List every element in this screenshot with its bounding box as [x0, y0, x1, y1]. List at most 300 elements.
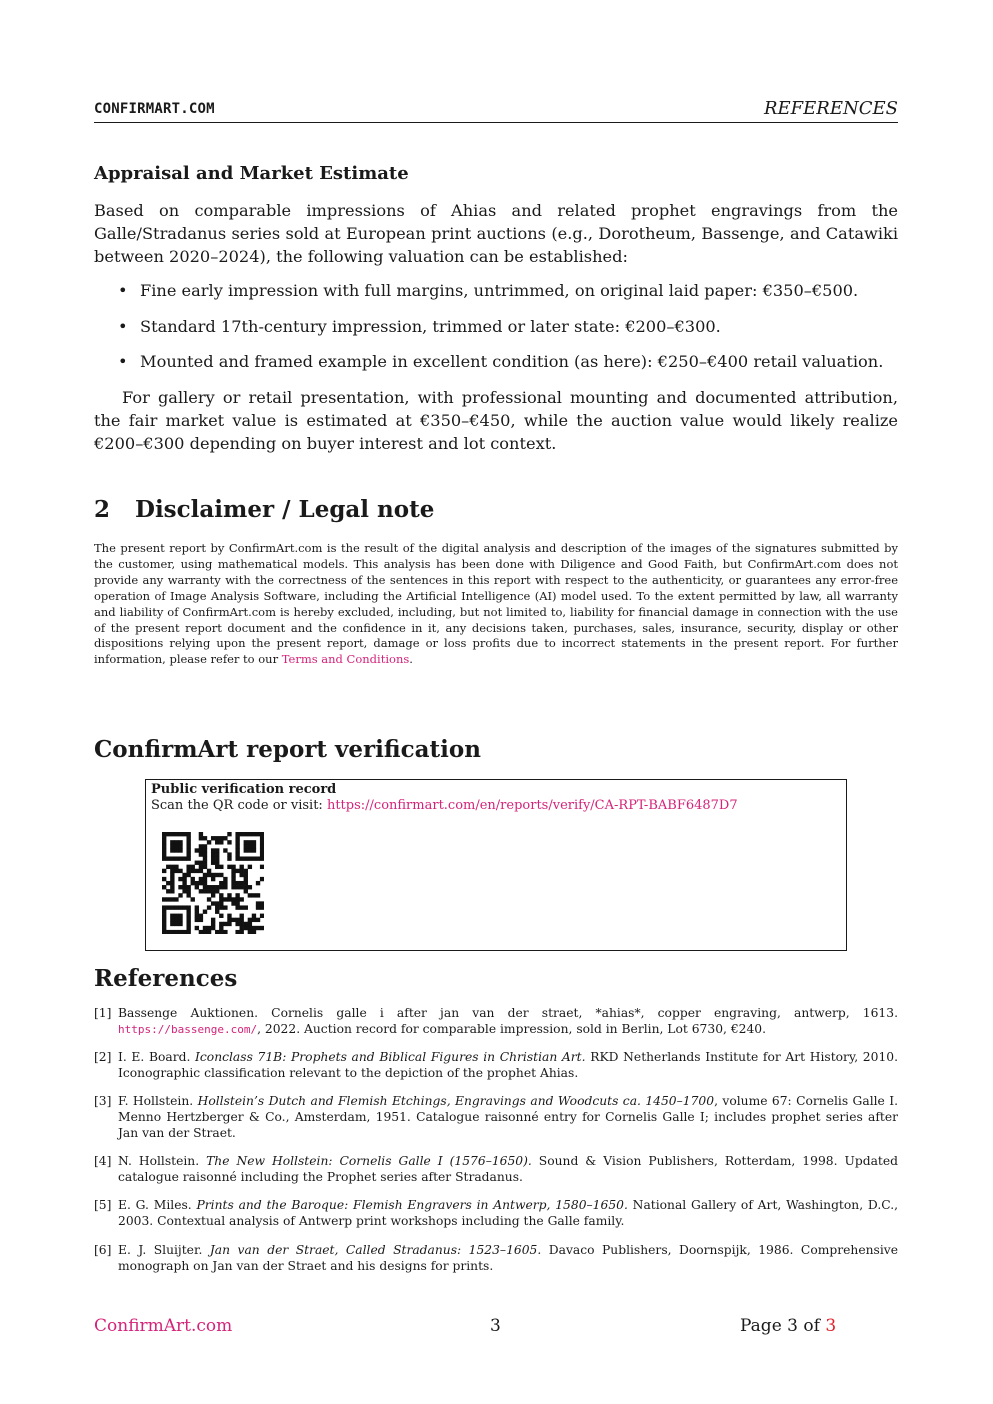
qr-module: [186, 922, 190, 926]
qr-module: [231, 869, 235, 873]
qr-module: [182, 873, 186, 877]
qr-module: [203, 836, 207, 840]
qr-module: [162, 930, 166, 934]
disclaimer-title: Disclaimer / Legal note: [135, 496, 435, 523]
qr-module: [211, 901, 215, 905]
qr-module: [244, 889, 248, 893]
qr-module: [219, 840, 223, 844]
qr-module: [199, 869, 203, 873]
qr-module: [199, 844, 203, 848]
qr-module: [203, 885, 207, 889]
reference-text: E. J. Sluijter.: [118, 1243, 210, 1257]
qr-module: [170, 865, 174, 869]
qr-module: [223, 922, 227, 926]
qr-module: [162, 922, 166, 926]
qr-module: [223, 877, 227, 881]
qr-module: [207, 873, 211, 877]
qr-module: [215, 848, 219, 852]
qr-module: [207, 885, 211, 889]
qr-module: [182, 881, 186, 885]
qr-module: [235, 905, 239, 909]
qr-module: [235, 856, 239, 860]
qr-module: [186, 926, 190, 930]
qr-module: [178, 877, 182, 881]
qr-module: [248, 893, 252, 897]
qr-module: [231, 877, 235, 881]
qr-module: [256, 832, 260, 836]
qr-module: [223, 905, 227, 909]
qr-module: [240, 930, 244, 934]
qr-module: [182, 832, 186, 836]
qr-module: [219, 901, 223, 905]
qr-module: [178, 922, 182, 926]
qr-module: [186, 889, 190, 893]
qr-module: [207, 905, 211, 909]
qr-module: [195, 861, 199, 865]
qr-module: [215, 865, 219, 869]
qr-module: [203, 910, 207, 914]
reference-item: [94, 1093, 898, 1141]
qr-module: [252, 918, 256, 922]
qr-module: [215, 905, 219, 909]
reference-number: [5]: [94, 1198, 112, 1212]
reference-text: F. Hollstein.: [118, 1094, 198, 1108]
reference-title: Jan van der Straet, Called Stradanus: 1523–1605.: [209, 1243, 542, 1257]
qr-module: [256, 901, 260, 905]
qr-module: [162, 905, 166, 909]
qr-module: [166, 897, 170, 901]
qr-module: [174, 856, 178, 860]
qr-module: [240, 869, 244, 873]
qr-module: [195, 926, 199, 930]
qr-module: [235, 930, 239, 934]
qr-module: [211, 852, 215, 856]
qr-module: [260, 877, 264, 881]
verification-link[interactable]: https://confirmart.com/en/reports/verify/CA-RPT-BABF6487D7: [326, 798, 738, 813]
qr-module: [195, 885, 199, 889]
page-label: Page 3 of: [740, 1316, 826, 1336]
qr-module: [174, 905, 178, 909]
footer-page-of: [740, 1316, 836, 1336]
qr-module: [162, 848, 166, 852]
qr-module: [203, 852, 207, 856]
reference-item: [94, 1242, 898, 1274]
qr-module: [162, 926, 166, 930]
qr-module: [248, 832, 252, 836]
qr-module: [211, 873, 215, 877]
footer-page-number: 3: [490, 1316, 501, 1336]
qr-module: [162, 897, 166, 901]
qr-module: [174, 930, 178, 934]
qr-module: [215, 836, 219, 840]
reference-item: [94, 1005, 898, 1038]
reference-number: [2]: [94, 1050, 112, 1064]
qr-module: [235, 918, 239, 922]
qr-module: [186, 910, 190, 914]
reference-text: Davaco Publishers, Doornspijk, 1986. Comprehensive monograph on Jan van der Straet and his designs for prints.: [118, 1243, 898, 1273]
qr-module: [211, 889, 215, 893]
qr-module: [240, 897, 244, 901]
qr-module: [248, 930, 252, 934]
qr-module: [248, 840, 252, 844]
appraisal-heading: Appraisal and Market Estimate: [94, 163, 409, 184]
qr-module: [252, 840, 256, 844]
qr-module: [244, 922, 248, 926]
qr-module: [244, 877, 248, 881]
qr-module: [215, 901, 219, 905]
qr-module: [231, 901, 235, 905]
qr-code-icon[interactable]: [162, 832, 264, 934]
qr-module: [182, 930, 186, 934]
reference-title: Hollstein’s Dutch and Flemish Etchings, Engravings and Woodcuts ca. 1450–1700: [197, 1094, 715, 1108]
qr-module: [240, 873, 244, 877]
qr-module: [248, 926, 252, 930]
qr-module: [227, 914, 231, 918]
qr-module: [178, 905, 182, 909]
qr-module: [235, 869, 239, 873]
qr-module: [191, 865, 195, 869]
qr-module: [170, 897, 174, 901]
qr-module: [219, 930, 223, 934]
qr-module: [260, 848, 264, 852]
qr-module: [260, 914, 264, 918]
qr-module: [256, 856, 260, 860]
qr-module: [178, 856, 182, 860]
qr-module: [182, 905, 186, 909]
qr-module: [174, 922, 178, 926]
qr-module: [170, 922, 174, 926]
qr-module: [252, 914, 256, 918]
qr-module: [223, 848, 227, 852]
qr-module: [186, 918, 190, 922]
qr-module: [223, 897, 227, 901]
qr-module: [240, 926, 244, 930]
qr-module: [207, 869, 211, 873]
qr-module: [170, 856, 174, 860]
qr-module: [248, 856, 252, 860]
qr-module: [186, 844, 190, 848]
verification-heading: ConfirmArt report verification: [94, 736, 481, 763]
qr-module: [240, 922, 244, 926]
qr-module: [207, 897, 211, 901]
qr-module: [231, 873, 235, 877]
qr-module: [166, 905, 170, 909]
qr-module: [227, 922, 231, 926]
qr-module: [211, 848, 215, 852]
qr-module: [227, 865, 231, 869]
qr-module: [219, 893, 223, 897]
qr-module: [203, 861, 207, 865]
qr-module: [260, 865, 264, 869]
qr-module: [211, 885, 215, 889]
qr-module: [235, 848, 239, 852]
disclaimer-body: The present report by ConfirmArt.com is the result of the digital analysis and description of the images of the signatures submitted by the customer, using mathematical models. This analysis has been done with Diligence and Good Faith, but ConfirmArt.com does not provide any warranty with the correctness of the sentences in this report with respect to the authenticity, or guarantees any error-free operation of Image Analysis Software, including the Artificial Intelligence (AI) model used. To the extent permitted by law, all warranty and liability of ConfirmArt.com is hereby excluded, including, but not limited to, liability for financial damage in connection with the use of the present report document and the confidence in it, any decisions taken, purchases, sales, insurance, security, display or other dispositions relying upon the present report, damage or loss profits due to incorrect statements in the present report. For further information, please refer to our: [94, 541, 898, 667]
qr-module: [170, 848, 174, 852]
qr-module: [211, 893, 215, 897]
qr-module: [252, 832, 256, 836]
terms-link[interactable]: Terms and Conditions: [281, 652, 410, 667]
qr-module: [178, 914, 182, 918]
qr-module: [178, 885, 182, 889]
reference-item: [94, 1049, 898, 1081]
qr-module: [199, 918, 203, 922]
qr-module: [199, 914, 203, 918]
qr-module: [166, 930, 170, 934]
qr-module: [170, 914, 174, 918]
qr-module: [235, 901, 239, 905]
qr-module: [244, 844, 248, 848]
qr-module: [178, 869, 182, 873]
qr-module: [256, 918, 260, 922]
qr-module: [260, 905, 264, 909]
qr-module: [174, 832, 178, 836]
qr-module: [260, 844, 264, 848]
qr-module: [174, 914, 178, 918]
qr-module: [191, 881, 195, 885]
qr-module: [240, 905, 244, 909]
qr-module: [166, 881, 170, 885]
qr-module: [219, 926, 223, 930]
qr-module: [162, 877, 166, 881]
qr-module: [211, 926, 215, 930]
qr-module: [223, 930, 227, 934]
qr-module: [174, 844, 178, 848]
qr-module: [162, 840, 166, 844]
qr-module: [231, 881, 235, 885]
page-total: 3: [825, 1316, 837, 1336]
qr-module: [235, 840, 239, 844]
qr-module: [170, 877, 174, 881]
qr-module: [244, 832, 248, 836]
qr-module: [240, 832, 244, 836]
qr-module: [223, 836, 227, 840]
qr-module: [260, 832, 264, 836]
qr-module: [170, 881, 174, 885]
reference-text: I. E. Board.: [118, 1050, 196, 1064]
qr-module: [178, 918, 182, 922]
qr-module: [186, 840, 190, 844]
qr-module: [215, 852, 219, 856]
qr-module: [170, 885, 174, 889]
qr-module: [182, 856, 186, 860]
references-heading: References: [94, 965, 238, 992]
qr-module: [211, 918, 215, 922]
qr-module: [248, 844, 252, 848]
qr-module: [235, 897, 239, 901]
qr-module: [203, 865, 207, 869]
qr-module: [170, 873, 174, 877]
qr-module: [235, 844, 239, 848]
qr-module: [166, 889, 170, 893]
qr-module: [182, 885, 186, 889]
qr-module: [223, 881, 227, 885]
qr-module: [235, 836, 239, 840]
qr-module: [240, 865, 244, 869]
disclaimer-heading: [94, 496, 434, 523]
qr-module: [199, 848, 203, 852]
qr-module: [199, 889, 203, 893]
qr-module: [219, 865, 223, 869]
qr-module: [191, 897, 195, 901]
reference-text: N. Hollstein.: [118, 1154, 207, 1168]
qr-module: [244, 926, 248, 930]
header-rule: [94, 122, 898, 123]
qr-module: [219, 881, 223, 885]
qr-module: [174, 865, 178, 869]
reference-title: Iconclass 71B: Prophets and Biblical Figures in Christian Art.: [195, 1050, 586, 1064]
qr-module: [260, 856, 264, 860]
qr-module: [191, 869, 195, 873]
qr-module: [178, 840, 182, 844]
qr-module: [260, 852, 264, 856]
qr-module: [227, 918, 231, 922]
qr-module: [178, 844, 182, 848]
qr-module: [178, 893, 182, 897]
qr-module: [186, 832, 190, 836]
qr-module: [211, 856, 215, 860]
qr-module: [248, 865, 252, 869]
qr-module: [195, 910, 199, 914]
disclaimer-text: [94, 541, 898, 668]
qr-module: [174, 897, 178, 901]
qr-module: [186, 914, 190, 918]
disclaimer-end: .: [409, 652, 413, 667]
qr-module: [203, 889, 207, 893]
qr-module: [260, 840, 264, 844]
qr-module: [170, 905, 174, 909]
qr-module: [227, 832, 231, 836]
qr-module: [203, 926, 207, 930]
qr-module: [162, 914, 166, 918]
qr-module: [231, 897, 235, 901]
bullet-text: Mounted and framed example in excellent condition (as here): €250–€400 retail valuation.: [140, 352, 884, 371]
qr-module: [199, 865, 203, 869]
qr-module: [256, 893, 260, 897]
qr-module: [211, 877, 215, 881]
qr-module: [195, 848, 199, 852]
qr-module: [166, 865, 170, 869]
qr-module: [219, 905, 223, 909]
qr-module: [260, 901, 264, 905]
reference-text: Bassenge Auktionen. Cornelis galle i after jan van der straet, *ahias*, copper engraving, antwerp, 1613.: [118, 1006, 898, 1020]
qr-module: [203, 877, 207, 881]
qr-module: [260, 836, 264, 840]
qr-module: [174, 869, 178, 873]
qr-module: [199, 877, 203, 881]
qr-module: [252, 856, 256, 860]
qr-module: [186, 873, 190, 877]
qr-module: [235, 881, 239, 885]
qr-module: [219, 914, 223, 918]
qr-module: [166, 856, 170, 860]
qr-module: [231, 885, 235, 889]
qr-module: [240, 885, 244, 889]
qr-module: [227, 840, 231, 844]
qr-module: [199, 852, 203, 856]
qr-module: [162, 918, 166, 922]
qr-module: [178, 930, 182, 934]
qr-module: [235, 885, 239, 889]
qr-module: [191, 877, 195, 881]
qr-module: [252, 930, 256, 934]
qr-module: [199, 861, 203, 865]
qr-module: [182, 877, 186, 881]
qr-module: [219, 922, 223, 926]
qr-module: [178, 848, 182, 852]
qr-module: [215, 873, 219, 877]
qr-module: [256, 905, 260, 909]
reference-text: , 2022. Auction record for comparable impression, sold in Berlin, Lot 6730, €240.: [257, 1022, 767, 1036]
qr-module: [227, 856, 231, 860]
qr-module: [227, 893, 231, 897]
reference-text: E. G. Miles.: [118, 1198, 197, 1212]
qr-module: [215, 910, 219, 914]
qr-module: [248, 885, 252, 889]
reference-number: [6]: [94, 1243, 112, 1257]
qr-module: [235, 893, 239, 897]
qr-module: [240, 914, 244, 918]
qr-module: [244, 885, 248, 889]
qr-module: [211, 836, 215, 840]
qr-module: [162, 844, 166, 848]
qr-module: [244, 873, 248, 877]
qr-module: [203, 848, 207, 852]
qr-module: [162, 836, 166, 840]
appraisal-paragraph: For gallery or retail presentation, with professional mounting and documented attribution, the fair market value is estimated at €350–€450, while the auction value would likely realize €200–€300 depending on buyer interest and lot context.: [94, 388, 898, 453]
qr-module: [235, 852, 239, 856]
reference-text: , volume 67: Cornelis Galle I. Menno Hertzberger & Co., Amsterdam, 1951. Catalogue raisonné entry for Cornelis Galle I; includes prophet series after Jan van der Straet.: [118, 1094, 898, 1140]
qr-module: [248, 848, 252, 852]
qr-module: [207, 889, 211, 893]
qr-module: [162, 832, 166, 836]
qr-module: [170, 930, 174, 934]
qr-module: [211, 861, 215, 865]
qr-module: [244, 856, 248, 860]
reference-title: Prints and the Baroque: Flemish Engravers in Antwerp, 1580–1650.: [196, 1198, 628, 1212]
qr-module: [186, 905, 190, 909]
qr-module: [186, 893, 190, 897]
qr-module: [186, 930, 190, 934]
qr-module: [162, 856, 166, 860]
qr-module: [248, 918, 252, 922]
reference-link[interactable]: https://bassenge.com/: [118, 1023, 258, 1036]
qr-module: [195, 918, 199, 922]
qr-module: [227, 852, 231, 856]
reference-text: RKD Netherlands Institute for Art History, 2010. Iconographic classification relevant to the depiction of the prophet Ahias.: [118, 1050, 899, 1080]
qr-module: [174, 840, 178, 844]
qr-module: [235, 922, 239, 926]
section-number: 2: [94, 496, 111, 523]
qr-module: [199, 832, 203, 836]
qr-module: [260, 926, 264, 930]
qr-module: [186, 885, 190, 889]
qr-module: [219, 836, 223, 840]
reference-item: [94, 1153, 898, 1185]
qr-module: [170, 889, 174, 893]
qr-module: [186, 848, 190, 852]
qr-module: [207, 926, 211, 930]
qr-module: [256, 881, 260, 885]
qr-module: [215, 885, 219, 889]
header-logo: CONFIRMART.COM: [94, 101, 215, 117]
qr-module: [199, 836, 203, 840]
list-item: • Mounted and framed example in excellent condition (as here): €250–€400 retail valuation.: [118, 352, 884, 371]
qr-module: [219, 885, 223, 889]
footer-site-link[interactable]: ConfirmArt.com: [94, 1316, 233, 1336]
qr-module: [203, 844, 207, 848]
list-item: • Fine early impression with full margins, untrimmed, on original laid paper: €350–€500.: [118, 281, 859, 300]
bullet-text: Fine early impression with full margins, untrimmed, on original laid paper: €350–€500.: [140, 281, 859, 300]
